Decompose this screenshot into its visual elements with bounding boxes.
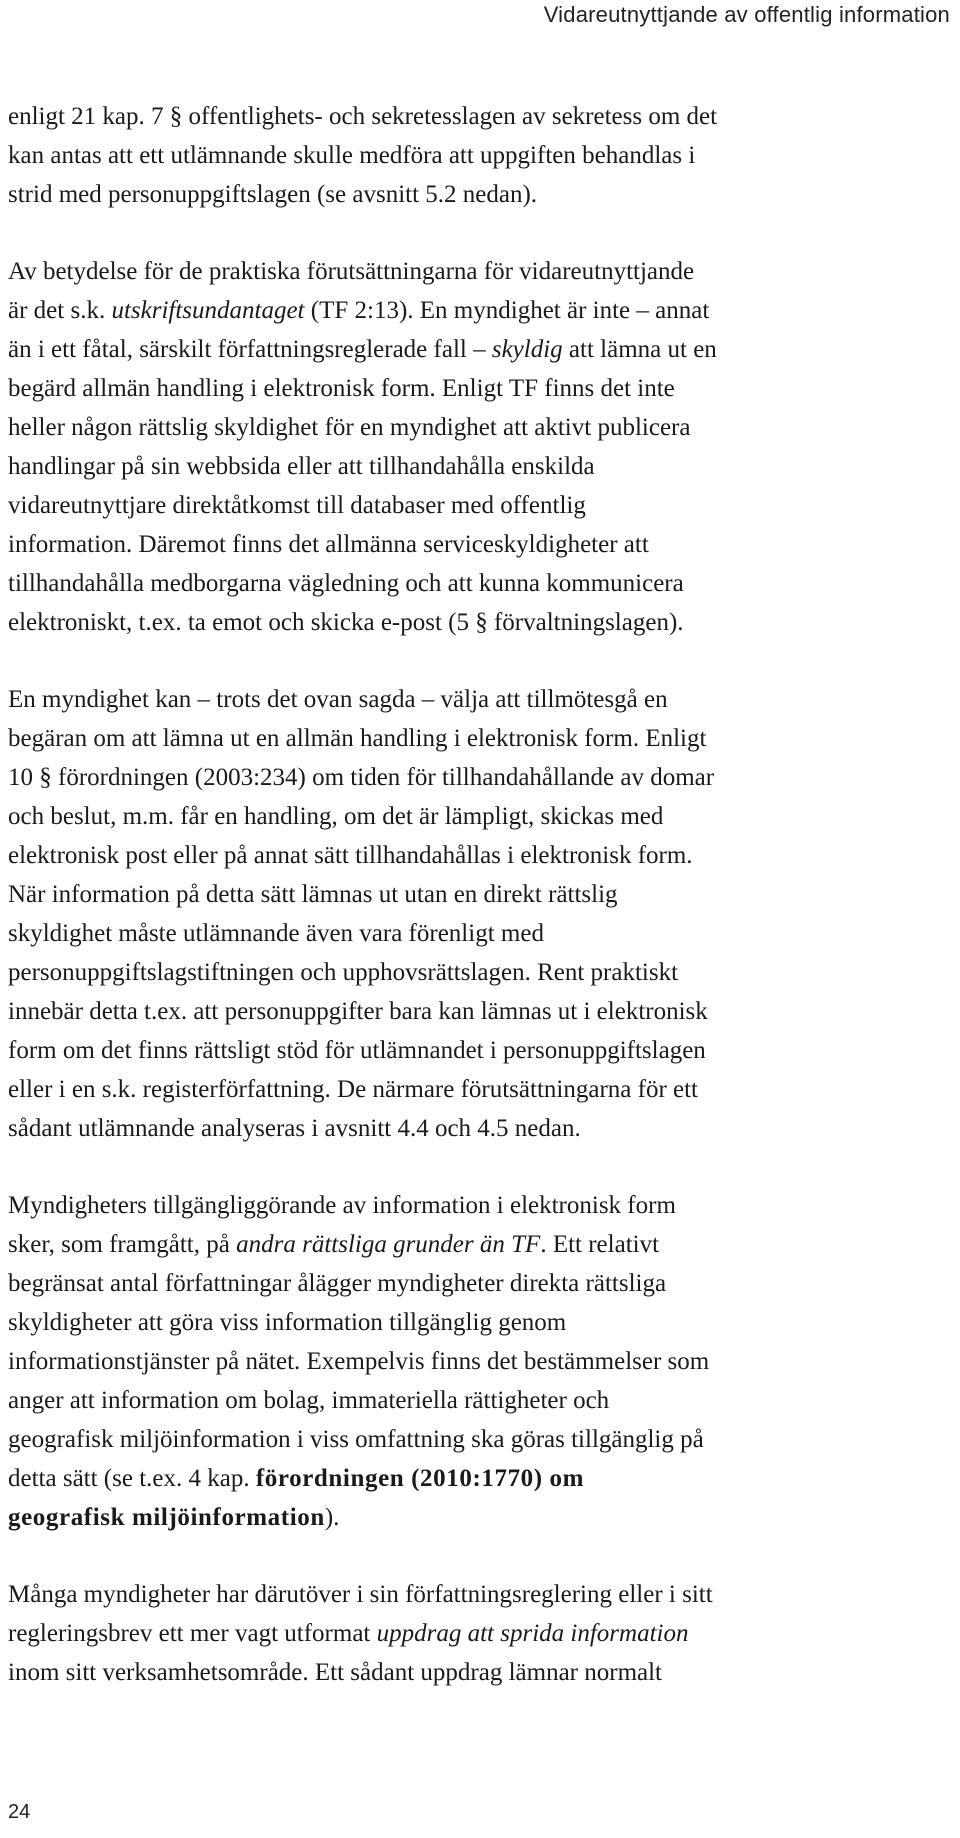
text-line [8,1614,953,1653]
text-segment: sker, som framgått, på [8,1231,237,1258]
text-line [8,1498,953,1537]
text-line [8,953,953,992]
document-body [8,97,953,1692]
text-line [8,97,953,136]
text-segment: vidareutnyttjare direktåtkomst till databaser med offentlig [8,492,586,519]
paragraph [8,1575,953,1692]
text-segment: inom sitt verksamhetsområde. Ett sådant uppdrag lämnar normalt [8,1659,663,1686]
bold-reference: förordningen (2010:1770) om [255,1465,585,1492]
text-segment: geografisk miljöinformation i viss omfattning ska göras tillgänglig på [8,1426,704,1453]
text-line [8,408,953,447]
text-line [8,719,953,758]
text-line [8,252,953,291]
text-line [8,1381,953,1420]
text-segment: skyldighet måste utlämnande även vara förenligt med [8,920,544,947]
running-header: Vidareutnyttjande av offentlig information [543,2,950,27]
text-segment: En myndighet kan – trots det ovan sagda – välja att tillmötesgå en [8,686,668,713]
text-line [8,175,953,214]
text-line [8,1264,953,1303]
text-line [8,603,953,642]
text-segment: skyldigheter att göra viss information tillgänglig genom [8,1309,567,1336]
text-segment: . Ett relativt [540,1231,660,1258]
text-line [8,1031,953,1070]
text-segment: att lämna ut en [562,336,717,363]
text-segment: än i ett fåtal, särskilt författningsreglerade fall – [8,336,492,363]
text-line [8,1420,953,1459]
text-segment: elektroniskt, t.ex. ta emot och skicka e-post (5 § förvaltningslagen). [8,609,684,636]
text-line [8,914,953,953]
paragraph [8,252,953,642]
text-segment: information. Däremot finns det allmänna serviceskyldigheter att [8,531,649,558]
text-segment: eller i en s.k. registerförfattning. De närmare förutsättningarna för ett [8,1076,699,1103]
text-segment: ). [324,1504,340,1531]
text-segment: anger att information om bolag, immateriella rättigheter och [8,1387,610,1414]
italic-emphasis: andra rättsliga grunder än TF [236,1231,541,1258]
text-line [8,486,953,525]
page-number: 24 [8,1801,31,1823]
italic-emphasis: skyldig [491,336,563,363]
text-line [8,875,953,914]
text-segment: tillhandahålla medborgarna vägledning och att kunna kommunicera [8,570,684,597]
text-line [8,525,953,564]
text-line [8,1303,953,1342]
text-line [8,291,953,330]
text-segment: detta sätt (se t.ex. 4 kap. [8,1465,256,1492]
text-segment: personuppgiftslagstiftningen och upphovsrättslagen. Rent praktiskt [8,959,679,986]
text-line [8,1225,953,1264]
text-line [8,1109,953,1148]
text-segment: sådant utlämnande analyseras i avsnitt 4.4 och 4.5 nedan. [8,1115,581,1142]
text-segment: strid med personuppgiftslagen (se avsnitt 5.2 nedan). [8,181,538,208]
italic-emphasis: uppdrag att sprida information [376,1620,689,1647]
text-line [8,1459,953,1498]
text-segment: 10 § förordningen (2003:234) om tiden för tillhandahållande av domar [8,764,715,791]
text-segment: informationstjänster på nätet. Exempelvis finns det bestämmelser som [8,1348,710,1375]
bold-reference: geografisk miljöinformation [8,1504,325,1531]
text-line [8,680,953,719]
text-segment: och beslut, m.m. får en handling, om det är lämpligt, skickas med [8,803,664,830]
paragraph [8,680,953,1148]
text-line [8,330,953,369]
text-segment: Av betydelse för de praktiska förutsättningarna för vidareutnyttjande [8,258,695,285]
text-segment: Myndigheters tillgängliggörande av information i elektronisk form [8,1192,676,1219]
text-segment: form om det finns rättsligt stöd för utlämnandet i personuppgiftslagen [8,1037,706,1064]
text-line [8,992,953,1031]
text-segment: kan antas att ett utlämnande skulle medföra att uppgiften behandlas i [8,142,696,169]
italic-emphasis: utskriftsundantaget [111,297,305,324]
paragraph [8,97,953,214]
text-segment: enligt 21 kap. 7 § offentlighets- och sekretesslagen av sekretess om det [8,103,718,130]
text-segment: (TF 2:13). En myndighet är inte – annat [304,297,710,324]
text-segment: är det s.k. [8,297,112,324]
text-line [8,758,953,797]
text-line [8,797,953,836]
text-line [8,1575,953,1614]
text-line [8,1186,953,1225]
text-segment: begränsat antal författningar ålägger myndigheter direkta rättsliga [8,1270,667,1297]
text-segment: heller någon rättslig skyldighet för en myndighet att aktivt publicera [8,414,691,441]
text-segment: begäran om att lämna ut en allmän handling i elektronisk form. Enligt [8,725,707,752]
text-segment: elektronisk post eller på annat sätt tillhandahållas i elektronisk form. [8,842,693,869]
paragraph [8,1186,953,1537]
text-segment: handlingar på sin webbsida eller att tillhandahålla enskilda [8,453,595,480]
text-segment: begärd allmän handling i elektronisk form. Enligt TF finns det inte [8,375,675,402]
text-line [8,836,953,875]
text-line [8,136,953,175]
text-segment: När information på detta sätt lämnas ut utan en direkt rättslig [8,881,618,908]
text-segment: innebär detta t.ex. att personuppgifter bara kan lämnas ut i elektronisk [8,998,708,1025]
text-line [8,564,953,603]
text-line [8,447,953,486]
text-line [8,1070,953,1109]
text-segment: Många myndigheter har därutöver i sin författningsreglering eller i sitt [8,1581,713,1608]
text-line [8,369,953,408]
text-segment: regleringsbrev ett mer vagt utformat [8,1620,377,1647]
text-line [8,1342,953,1381]
text-line [8,1653,953,1692]
